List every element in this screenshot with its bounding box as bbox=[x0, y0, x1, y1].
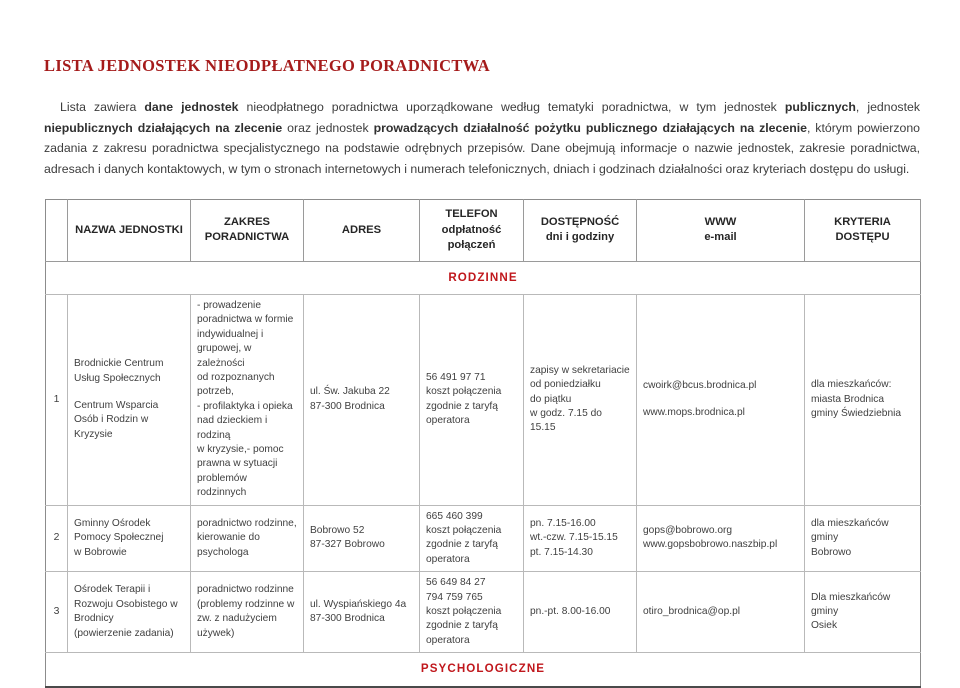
cell-line: pn. 7.15-16.00 bbox=[530, 517, 596, 529]
table-row bbox=[46, 572, 921, 653]
cell-block bbox=[74, 399, 184, 442]
cell-name bbox=[68, 572, 191, 653]
column-header-line: dni i godziny bbox=[545, 231, 615, 244]
cell-phone bbox=[420, 505, 524, 572]
column-header-www bbox=[637, 200, 805, 262]
cell-line: używek) bbox=[197, 627, 235, 639]
cell-line: indywidualnej i bbox=[197, 328, 264, 340]
cell-line: Dla mieszkańców gminy bbox=[811, 591, 891, 618]
cell-line: problemów rodzinnych bbox=[197, 472, 247, 499]
cell-line: potrzeb, bbox=[197, 386, 234, 398]
cell-line: 87-300 Brodnica bbox=[310, 400, 385, 412]
cell-line: zgodnie z taryfą bbox=[426, 400, 498, 412]
cell-block bbox=[310, 385, 413, 414]
cell-www bbox=[637, 572, 805, 653]
cell-criteria bbox=[805, 294, 921, 505]
cell-block bbox=[643, 406, 798, 420]
cell-address bbox=[304, 572, 420, 653]
cell-line: Brodnickie Centrum bbox=[74, 358, 164, 370]
column-header-line: KRYTERIA bbox=[834, 215, 891, 228]
column-header-address bbox=[304, 200, 420, 262]
cell-line: 87-300 Brodnica bbox=[310, 613, 385, 625]
section-banner-row bbox=[46, 653, 921, 687]
cell-block bbox=[811, 517, 914, 560]
column-header-line: WWW bbox=[704, 215, 737, 228]
cell-line: dla mieszkańców: bbox=[811, 379, 892, 391]
cell-block bbox=[74, 517, 184, 560]
column-header-line: e-mail bbox=[704, 231, 737, 244]
column-header-phone bbox=[420, 200, 524, 262]
cell-line: wt.-czw. 7.15-15.15 bbox=[530, 532, 618, 544]
cell-block bbox=[643, 605, 798, 619]
cell-line: operatora bbox=[426, 553, 470, 565]
cell-line: od poniedziałku bbox=[530, 379, 601, 391]
section-banner-row bbox=[46, 261, 921, 294]
cell-line: od rozpoznanych bbox=[197, 371, 275, 383]
cell-line: zapisy w sekretariacie bbox=[530, 364, 630, 376]
table-body bbox=[46, 261, 921, 687]
intro-emphasis: dane jednostek bbox=[144, 100, 239, 114]
cell-www bbox=[637, 294, 805, 505]
cell-line: 87-327 Bobrowo bbox=[310, 539, 385, 551]
cell-phone bbox=[420, 572, 524, 653]
cell-block bbox=[530, 517, 630, 560]
intro-emphasis: niepublicznych działających na zlecenie bbox=[44, 120, 283, 135]
column-header-line: ZAKRES bbox=[224, 215, 270, 228]
cell-line: Gminny Ośrodek bbox=[74, 517, 151, 529]
cell-scope bbox=[191, 572, 304, 653]
intro-paragraph bbox=[44, 97, 920, 179]
cell-line: koszt połączenia bbox=[426, 525, 502, 536]
cell-block bbox=[310, 524, 413, 553]
cell-line: do piątku bbox=[530, 393, 572, 405]
cell-block bbox=[197, 517, 297, 560]
row-number: 1 bbox=[46, 294, 68, 505]
section-label: RODZINNE bbox=[46, 261, 921, 294]
cell-line: (problemy rodzinne w bbox=[197, 598, 295, 610]
cell-block bbox=[426, 510, 517, 568]
cell-line: (powierzenie zadania) bbox=[74, 627, 174, 639]
table-row bbox=[46, 505, 921, 572]
cell-line: w godz. 7.15 do 15.15 bbox=[530, 407, 602, 434]
intro-text: oraz jednostek bbox=[282, 120, 374, 135]
column-header-line: DOSTĘPU bbox=[835, 231, 890, 244]
cell-line: 794 759 765 bbox=[426, 591, 483, 603]
cell-line: poradnictwo rodzinne bbox=[197, 584, 294, 596]
cell-phone bbox=[420, 294, 524, 505]
cell-line: koszt połączenia bbox=[426, 386, 502, 398]
cell-block bbox=[643, 379, 798, 393]
cell-line: Bobrowo bbox=[811, 546, 852, 558]
cell-line: nad dzieckiem i rodziną bbox=[197, 415, 268, 441]
cell-criteria bbox=[805, 572, 921, 653]
row-number: 2 bbox=[46, 505, 68, 572]
cell-line: Pomocy Społecznej bbox=[74, 532, 164, 544]
cell-block bbox=[197, 583, 297, 641]
column-header-availability bbox=[524, 200, 637, 262]
cell-block bbox=[811, 591, 914, 634]
cell-line: dla mieszkańców gminy bbox=[811, 517, 889, 544]
column-header-num bbox=[46, 200, 68, 262]
cell-line: ul. Wyspiańskiego 4a bbox=[310, 598, 407, 610]
cell-address bbox=[304, 505, 420, 572]
cell-line: Usług Społecznych bbox=[74, 372, 161, 384]
cell-line: pn.-pt. 8.00-16.00 bbox=[530, 606, 611, 618]
directory-table-wrapper bbox=[45, 199, 920, 688]
cell-block bbox=[74, 583, 184, 641]
section-label: PSYCHOLOGICZNE bbox=[46, 653, 921, 687]
intro-text: nieodpłatnego poradnictwa uporządkowane według tematyki poradnictwa, w tym jednostek bbox=[238, 100, 785, 114]
cell-line: Rozwoju Osobistego w bbox=[74, 598, 178, 610]
table-header bbox=[46, 200, 921, 262]
cell-line: Brodnicy bbox=[74, 613, 114, 625]
intro-text: , którym powierzono zadania z zakresu poradnictwa specjalistycznego na podstawie odrębnych przepisów. Dane obejmują informacje o nazwie jednostek, zakresie poradnictwa, adresach i danych kontaktowych, w tym o stronach internetowych i numerach telefonicznych, dniach i godzinach działalności oraz kryteriach dostępu do usługi. bbox=[44, 120, 921, 176]
cell-line: otiro_brodnica@op.pl bbox=[643, 606, 740, 618]
intro-text: Lista zawiera bbox=[60, 100, 145, 114]
column-header-line: TELEFON bbox=[445, 208, 498, 220]
cell-line: Osiek bbox=[811, 620, 838, 632]
cell-block bbox=[426, 576, 517, 648]
cell-block bbox=[811, 378, 914, 421]
cell-line: zgodnie z taryfą bbox=[426, 539, 498, 551]
cell-line: 56 491 97 71 bbox=[426, 371, 486, 383]
cell-line: Osób i Rodzin w bbox=[74, 414, 149, 426]
cell-line: psychologa bbox=[197, 546, 249, 558]
cell-line: kierowanie do bbox=[197, 532, 260, 544]
cell-line: Centrum Wsparcia bbox=[74, 400, 159, 412]
column-header-criteria bbox=[805, 200, 921, 262]
cell-line: operatora bbox=[426, 634, 470, 646]
cell-scope bbox=[191, 505, 304, 572]
cell-line: Kryzysie bbox=[74, 428, 113, 440]
cell-line: operatora bbox=[426, 415, 470, 427]
table-row bbox=[46, 294, 921, 505]
cell-line: zw. z nadużyciem bbox=[197, 613, 277, 625]
intro-emphasis: publicznych bbox=[784, 100, 856, 114]
cell-line: prawna w sytuacji bbox=[197, 458, 278, 470]
cell-line: www.mops.brodnica.pl bbox=[643, 407, 745, 419]
cell-block bbox=[530, 364, 630, 436]
cell-line: w Bobrowie bbox=[74, 546, 127, 558]
cell-block bbox=[643, 524, 798, 553]
cell-address bbox=[304, 294, 420, 505]
cell-line: gminy Świedziebnia bbox=[811, 407, 902, 419]
cell-line: w kryzysie,- pomoc bbox=[197, 443, 284, 455]
cell-www bbox=[637, 505, 805, 572]
intro-emphasis: prowadzących działalność pożytku publicznego działających na zlecenie bbox=[373, 120, 807, 135]
cell-line: koszt połączenia bbox=[426, 606, 502, 618]
cell-line: ul. Św. Jakuba 22 bbox=[310, 386, 390, 398]
cell-block bbox=[530, 605, 630, 619]
cell-availability bbox=[524, 294, 637, 505]
cell-line: 665 460 399 bbox=[426, 510, 483, 522]
cell-availability bbox=[524, 505, 637, 572]
cell-line: Bobrowo 52 bbox=[310, 525, 365, 536]
cell-line: miasta Brodnica bbox=[811, 393, 885, 405]
cell-block bbox=[74, 357, 184, 386]
table-header-row bbox=[46, 200, 921, 262]
cell-line: cwoirk@bcus.brodnica.pl bbox=[643, 379, 757, 391]
directory-table bbox=[45, 199, 921, 688]
cell-availability bbox=[524, 572, 637, 653]
column-header-line: ADRES bbox=[341, 223, 382, 236]
cell-line: Ośrodek Terapii i bbox=[74, 584, 151, 596]
column-header-name bbox=[68, 200, 191, 262]
cell-line: - prowadzenie bbox=[197, 299, 261, 311]
column-header-line: odpłatność bbox=[441, 223, 502, 236]
cell-block bbox=[310, 598, 413, 627]
cell-name bbox=[68, 294, 191, 505]
cell-line: www.gopsbobrowo.naszbip.pl bbox=[643, 539, 778, 551]
cell-line: 56 649 84 27 bbox=[426, 577, 486, 589]
cell-line: - profilaktyka i opieka bbox=[197, 400, 293, 412]
column-header-line: DOSTĘPNOŚĆ bbox=[540, 215, 620, 228]
row-number: 3 bbox=[46, 572, 68, 653]
cell-line: zgodnie z taryfą bbox=[426, 620, 498, 632]
cell-block bbox=[197, 299, 297, 501]
intro-text: , jednostek bbox=[855, 100, 920, 114]
cell-scope bbox=[191, 294, 304, 505]
cell-line: poradnictwa w formie bbox=[197, 314, 294, 326]
column-header-line: PORADNICTWA bbox=[204, 231, 290, 244]
cell-block bbox=[426, 371, 517, 429]
cell-name bbox=[68, 505, 191, 572]
cell-line: pt. 7.15-14.30 bbox=[530, 546, 593, 558]
column-header-line: połączeń bbox=[447, 239, 496, 251]
column-header-scope bbox=[191, 200, 304, 262]
column-header-line: NAZWA JEDNOSTKI bbox=[75, 223, 183, 236]
cell-line: poradnictwo rodzinne, bbox=[197, 517, 297, 529]
cell-criteria bbox=[805, 505, 921, 572]
page-title: LISTA JEDNOSTEK NIEODPŁATNEGO PORADNICTWA bbox=[44, 56, 491, 75]
cell-line: gops@bobrowo.org bbox=[643, 525, 733, 536]
cell-line: grupowej, w zależności bbox=[197, 343, 252, 369]
